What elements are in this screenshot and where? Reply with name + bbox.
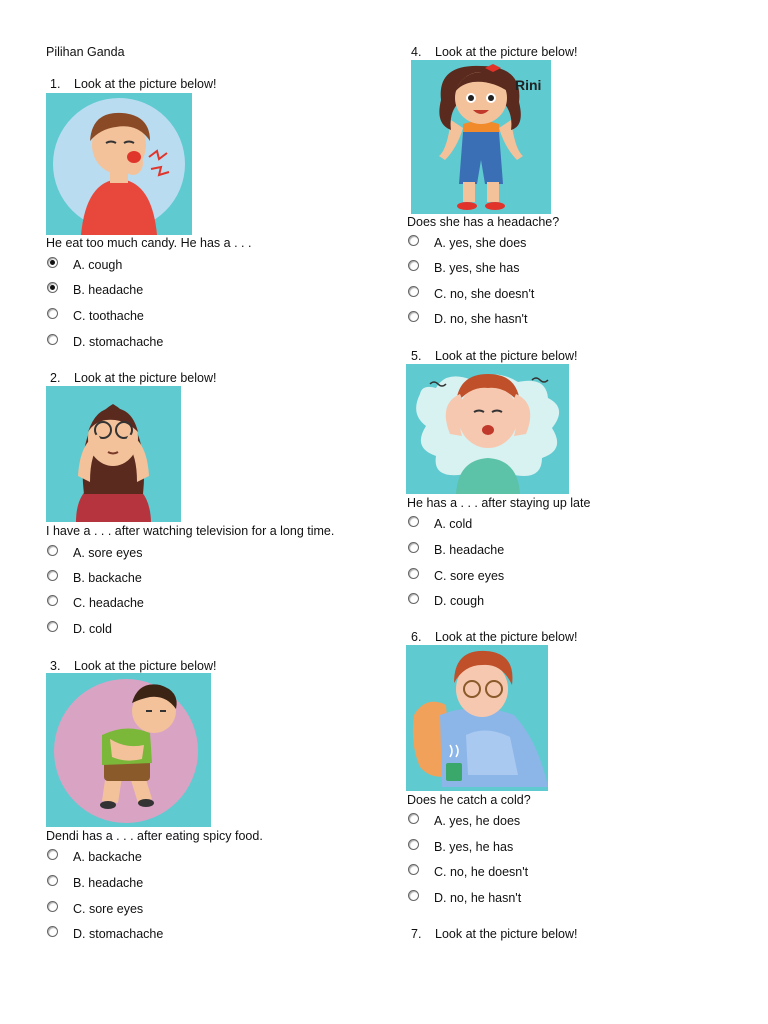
question-3-stem: Dendi has a . . . after eating spicy food.: [46, 829, 263, 843]
cold-boy-blanket-image: [406, 645, 548, 791]
sore-eyes-girl-image: [46, 386, 181, 522]
question-5-stem: He has a . . . after staying up late: [407, 496, 591, 510]
question-1-prompt: 1. Look at the picture below!: [50, 77, 217, 91]
radio-button[interactable]: [47, 282, 58, 293]
radio-button[interactable]: [47, 595, 58, 606]
radio-button[interactable]: [408, 593, 419, 604]
radio-button[interactable]: [408, 890, 419, 901]
rini-caption: Rini: [515, 77, 542, 93]
question-7-prompt: 7. Look at the picture below!: [411, 927, 578, 941]
question-2-stem: I have a . . . after watching television for a long time.: [46, 524, 335, 538]
radio-button[interactable]: [408, 542, 419, 553]
question-4-stem: Does she has a headache?: [407, 215, 560, 229]
radio-button[interactable]: [47, 901, 58, 912]
question-6-stem: Does he catch a cold?: [407, 793, 531, 807]
radio-button[interactable]: [408, 311, 419, 322]
radio-button[interactable]: [408, 864, 419, 875]
question-3-prompt: 3. Look at the picture below!: [50, 659, 217, 673]
radio-button[interactable]: [408, 568, 419, 579]
radio-button[interactable]: [47, 875, 58, 886]
radio-button[interactable]: [408, 516, 419, 527]
radio-button[interactable]: [47, 334, 58, 345]
radio-button[interactable]: [47, 257, 58, 268]
radio-button[interactable]: [408, 286, 419, 297]
healthy-girl-rini-image: [411, 60, 551, 214]
radio-button[interactable]: [47, 570, 58, 581]
stomachache-boy-image: [46, 673, 211, 827]
question-5-prompt: 5. Look at the picture below!: [411, 349, 578, 363]
section-title: Pilihan Ganda: [46, 45, 125, 59]
question-2-prompt: 2. Look at the picture below!: [50, 371, 217, 385]
radio-button[interactable]: [408, 260, 419, 271]
radio-button[interactable]: [408, 813, 419, 824]
question-6-prompt: 6. Look at the picture below!: [411, 630, 578, 644]
radio-button[interactable]: [408, 235, 419, 246]
headache-boy-image: [406, 364, 569, 494]
question-4-prompt: 4. Look at the picture below!: [411, 45, 578, 59]
radio-button[interactable]: [47, 926, 58, 937]
toothache-boy-image: [46, 93, 192, 235]
radio-button[interactable]: [47, 308, 58, 319]
question-1-stem: He eat too much candy. He has a . . .: [46, 236, 252, 250]
radio-button[interactable]: [47, 545, 58, 556]
radio-button[interactable]: [47, 849, 58, 860]
radio-button[interactable]: [47, 621, 58, 632]
radio-button[interactable]: [408, 839, 419, 850]
